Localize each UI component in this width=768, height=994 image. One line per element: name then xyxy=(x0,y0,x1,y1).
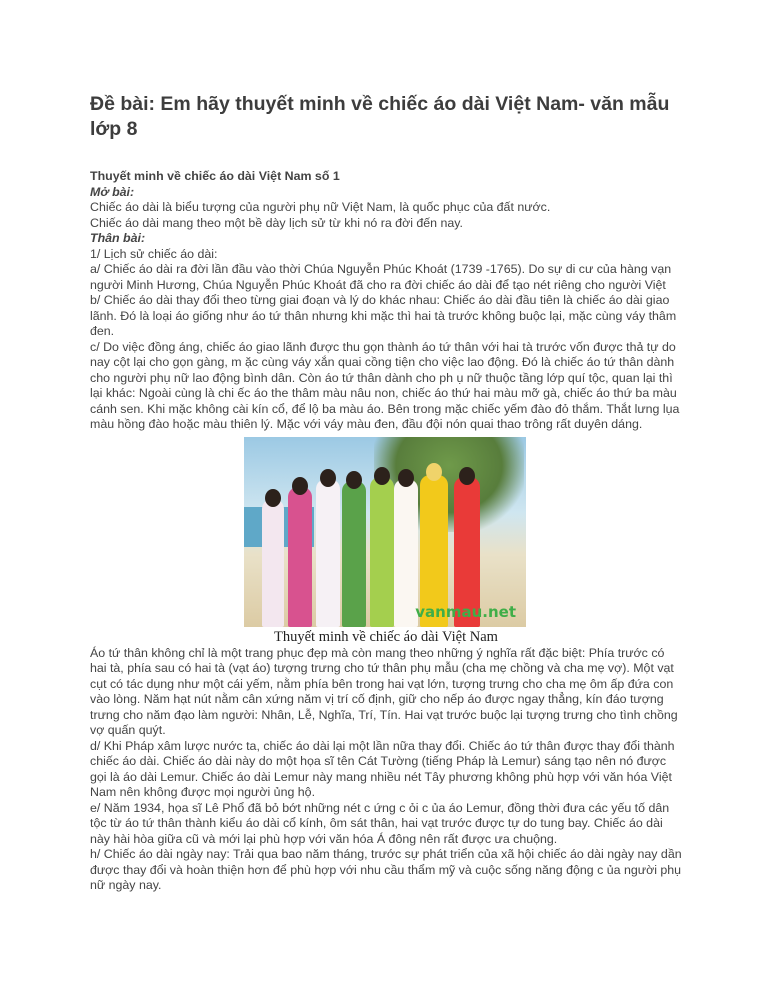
image-watermark: vanmau.net xyxy=(415,602,516,621)
paragraph-c: c/ Do việc đồng áng, chiếc áo giao lãnh được thu gọn thành áo tứ thân với hai tà trước vốn được thả tự do nay cột lại cho gọn gàng, m ặc cùng váy xắn quai cồng tiện cho việc lao động. Đó là chiếc áo tứ thân dành cho người phụ nữ lao động bình dân. Còn áo tứ thân dành cho ph ụ nữ thuộc tầng lớp quí tộc, quan lại thì lại khác: Ngoài cùng là chi ếc áo the thâm màu nâu non, chiếc áo thứ hai màu mỡ gà, chiếc áo thứ ba màu cánh sen. Khi mặc không cài kín cổ, để lộ ba màu áo. Bên trong mặc chiếc yếm đào đỏ thắm. Thắt lưng lụa màu hồng đào hoặc màu thiên lý. Mặc với váy màu đen, đầu đội nón quai thao trông rất duyên dáng. xyxy=(90,339,680,431)
essay-subtitle: Thuyết minh về chiếc áo dài Việt Nam số 1 xyxy=(90,169,340,183)
paragraph-a: a/ Chiếc áo dài ra đời lần đầu vào thời Chúa Nguyễn Phúc Khoát (1739 -1765). Do sự di cư của hàng vạn người Minh Hương, Chúa Nguyễn Phúc Khoát đã cho ra đời chiếc áo dài để tạo nét riêng cho người Việt xyxy=(90,262,672,292)
figure xyxy=(288,487,312,627)
paragraph-meaning: Áo tứ thân không chỉ là một trang phục đẹp mà còn mang theo những ý nghĩa rất đặc biệt: Phía trước có hai tà, phía sau có hai tà (vạt áo) tượng trưng cho tứ thân phụ mẫu (cha mẹ chồng và cha mẹ vợ). Một vạt cụt có tác dụng như một cái yếm, nằm phía bên trong hai vạt lớn, tượng trưng cho cha mẹ ôm ấp đứa con vào lòng. Năm hạt nút nằm cân xứng năm vị trí cố định, giữ cho nếp áo được ngay thẳng, kín đáo tượng trưng cho năm đạo làm người: Nhân, Lễ, Nghĩa, Trí, Tín. Hai vạt trước buộc lại tượng trưng cho tình chồng vợ quấn quýt. xyxy=(90,645,678,737)
page-title: Đề bài: Em hãy thuyết minh về chiếc áo dài Việt Nam- văn mẫu lớp 8 xyxy=(90,93,670,140)
mo-bai-label: Mở bài: xyxy=(90,184,135,199)
paragraph-e: e/ Năm 1934, họa sĩ Lê Phổ đã bỏ bớt những nét c ứng c ỏi c ủa áo Lemur, đồng thời đưa các yếu tố dân tộc từ áo tứ thân thành kiểu áo dài cổ kính, ôm sát thân, hai vạt trước được tự do tung bay. Chiếc áo dài này hài hòa giữa cũ và mới lại phù hợp với văn hóa Á đông nên rất được ưa chuộng. xyxy=(90,800,670,846)
than-bai-label: Thân bài: xyxy=(90,231,146,245)
figure xyxy=(262,499,284,627)
mo-bai-line-2: Chiếc áo dài mang theo một bề dày lịch sử từ khi nó ra đời đến nay. xyxy=(90,215,464,230)
mo-bai-line-1: Chiếc áo dài là biểu tượng của người phụ nữ Việt Nam, là quốc phục của đất nước. xyxy=(90,200,551,214)
figure xyxy=(370,477,394,627)
paragraph-d: d/ Khi Pháp xâm lược nước ta, chiếc áo dài lại một lần nữa thay đổi. Chiếc áo tứ thân được thay đổi thành chiếc áo dài. Chiếc áo dài này do một họa sĩ tên Cát Tường (tiếng Pháp là Lemur) sáng tạo nên nó được gọi là áo dài Lemur. Chiếc áo dài Lemur này mang nhiều nét Tây phương không phù hợp với văn hóa Việt Nam nên không được mọi người ủng hộ. xyxy=(90,738,675,799)
figure xyxy=(342,481,366,627)
ao-dai-photo xyxy=(244,437,526,627)
figure xyxy=(316,479,340,627)
document-page xyxy=(90,92,682,894)
paragraph-b: b/ Chiếc áo dài thay đổi theo từng giai đoạn và lý do khác nhau: Chiếc áo dài đầu tiên là chiếc áo dài giao lãnh. Đó là loại áo giống như áo tứ thân nhưng khi mặc thì hai tà trước không buộc lại, mặc cùng váy thâm đen. xyxy=(90,293,677,338)
paragraph-h: h/ Chiếc áo dài ngày nay: Trải qua bao năm tháng, trước sự phát triển của xã hội chiếc áo dài ngày nay dần được thay đổi và hoàn thiện hơn để phù hợp với nhu cầu thẩm mỹ và cuộc sống năng động c ủa người phụ nữ ngày nay. xyxy=(90,847,682,892)
image-caption: Thuyết minh về chiếc áo dài Việt Nam xyxy=(274,628,498,645)
section-1-heading: 1/ Lịch sử chiếc áo dài: xyxy=(90,246,218,261)
